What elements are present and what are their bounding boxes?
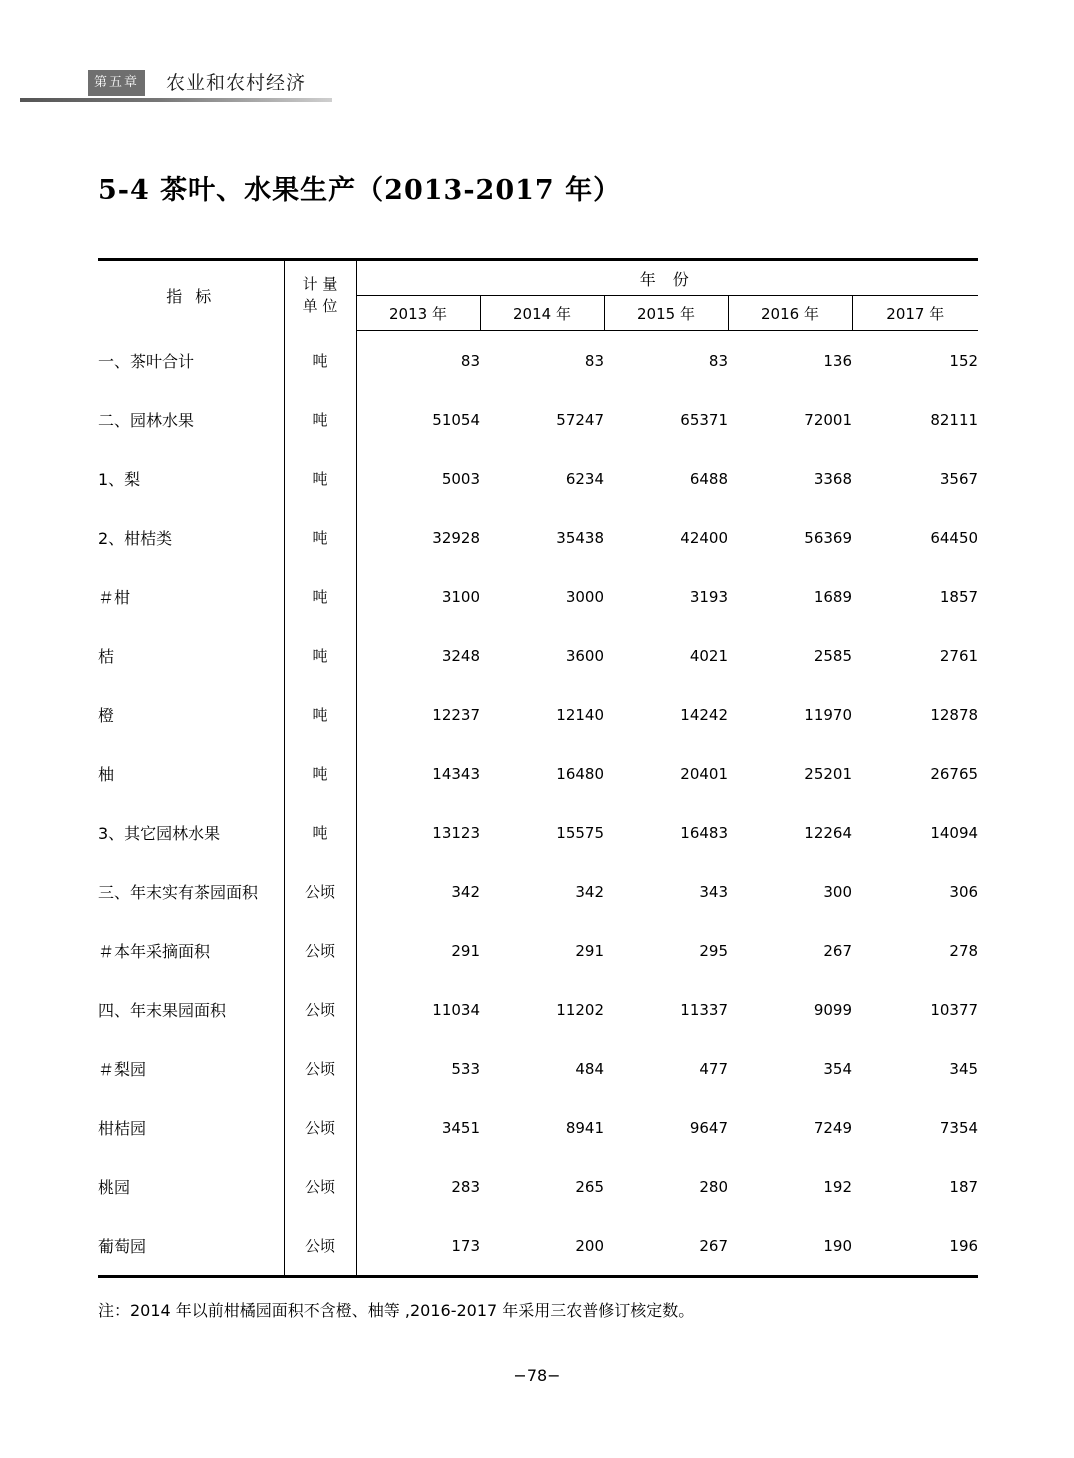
row-value-2015: 83 — [708, 351, 728, 370]
row-value-2013: 5003 — [441, 469, 480, 488]
row-value-2015: 477 — [699, 1059, 728, 1078]
row-value-2016: 1689 — [813, 587, 852, 606]
row-value-2017: 187 — [949, 1177, 979, 1196]
table-row — [98, 449, 978, 508]
table-row — [98, 1098, 978, 1157]
row-unit: 吨 — [284, 449, 356, 508]
row-value-2013: 3100 — [441, 587, 480, 606]
row-indicator: 2、柑桔类 — [98, 508, 284, 567]
row-value-2015: 4021 — [689, 646, 728, 665]
row-value-2016: 354 — [823, 1059, 852, 1078]
row-value-2014: 200 — [480, 1216, 604, 1277]
row-value-2015: 6488 — [689, 469, 728, 488]
header-year-2016: 2016 年 — [728, 296, 852, 331]
row-value-2014: 12140 — [556, 705, 604, 724]
page-title: 5-4 茶叶、水果生产（2013-2017 年） — [98, 175, 622, 206]
row-value-2016: 25201 — [804, 764, 852, 783]
row-indicator: 桔 — [98, 626, 284, 685]
row-indicator: ＃柑 — [98, 567, 284, 626]
row-value-2015: 14242 — [680, 705, 728, 724]
row-value-2013: 13123 — [432, 823, 480, 842]
row-value-2017: 64450 — [930, 528, 979, 547]
page-number: −78− — [513, 1366, 561, 1385]
row-unit: 吨 — [284, 331, 356, 391]
header-unit-line2: 单 位 — [302, 296, 338, 315]
table-row — [98, 744, 978, 803]
row-indicator: 葡萄园 — [98, 1216, 284, 1277]
row-value-2014: 57247 — [556, 410, 604, 429]
table-row — [98, 1039, 978, 1098]
row-indicator: 桃园 — [98, 1157, 284, 1216]
row-value-2013: 12237 — [432, 705, 480, 724]
row-value-2013: 533 — [451, 1059, 480, 1078]
row-unit: 公顷 — [284, 1157, 356, 1216]
row-value-2015: 3193 — [689, 587, 728, 606]
row-unit: 吨 — [284, 685, 356, 744]
row-value-2013: 3451 — [441, 1118, 480, 1137]
table-row — [98, 567, 978, 626]
row-value-2014: 83 — [584, 351, 604, 370]
header-year-2014: 2014 年 — [480, 296, 604, 331]
row-unit: 吨 — [284, 508, 356, 567]
row-value-2014: 35438 — [556, 528, 604, 547]
header-year-2015: 2015 年 — [604, 296, 728, 331]
row-unit: 吨 — [284, 567, 356, 626]
row-value-2013: 291 — [451, 941, 480, 960]
row-value-2016: 11970 — [804, 705, 852, 724]
row-unit: 公顷 — [284, 862, 356, 921]
row-value-2016: 190 — [728, 1216, 852, 1277]
row-value-2017: 345 — [949, 1059, 979, 1078]
table-row — [98, 803, 978, 862]
row-value-2016: 267 — [823, 941, 852, 960]
table-body — [98, 331, 978, 1277]
row-value-2013: 51054 — [432, 410, 480, 429]
row-value-2017: 7354 — [939, 1118, 979, 1137]
table-row — [98, 685, 978, 744]
row-unit: 吨 — [284, 626, 356, 685]
row-value-2014: 11202 — [556, 1000, 604, 1019]
row-indicator: ＃梨园 — [98, 1039, 284, 1098]
row-indicator: 3、其它园林水果 — [98, 803, 284, 862]
row-value-2015: 343 — [699, 882, 728, 901]
row-value-2013: 342 — [451, 882, 480, 901]
row-value-2014: 16480 — [556, 764, 604, 783]
row-unit: 吨 — [284, 803, 356, 862]
row-value-2014: 342 — [575, 882, 604, 901]
row-value-2013: 14343 — [432, 764, 480, 783]
row-value-2015: 9647 — [689, 1118, 728, 1137]
row-value-2016: 9099 — [813, 1000, 852, 1019]
row-value-2014: 484 — [575, 1059, 604, 1078]
row-indicator: ＃本年采摘面积 — [98, 921, 284, 980]
row-value-2016: 12264 — [804, 823, 852, 842]
row-value-2017: 306 — [949, 882, 979, 901]
row-value-2017: 278 — [949, 941, 979, 960]
chapter-tag: 第五章 — [88, 70, 145, 96]
row-value-2013: 3248 — [441, 646, 480, 665]
row-value-2016: 192 — [823, 1177, 852, 1196]
row-value-2017: 1857 — [939, 587, 979, 606]
row-value-2015: 267 — [604, 1216, 728, 1277]
row-value-2014: 3600 — [565, 646, 604, 665]
row-indicator: 1、梨 — [98, 449, 284, 508]
header-rule — [20, 98, 332, 102]
row-value-2017: 10377 — [930, 1000, 979, 1019]
header-year-2013: 2013 年 — [356, 296, 480, 331]
row-unit: 吨 — [284, 744, 356, 803]
row-value-2015: 280 — [699, 1177, 728, 1196]
header-years-group: 年 份 — [356, 260, 978, 296]
row-unit: 公顷 — [284, 1098, 356, 1157]
row-value-2016: 72001 — [804, 410, 852, 429]
header-indicator: 指 标 — [98, 260, 284, 331]
table-header-row-1 — [98, 260, 978, 296]
row-value-2014: 15575 — [556, 823, 604, 842]
row-value-2013: 11034 — [432, 1000, 480, 1019]
row-value-2017: 2761 — [939, 646, 979, 665]
row-unit: 公顷 — [284, 1216, 356, 1277]
row-value-2017: 82111 — [930, 410, 979, 429]
row-value-2014: 265 — [575, 1177, 604, 1196]
header-unit-line1: 计 量 — [302, 275, 338, 293]
table-row — [98, 508, 978, 567]
row-value-2017: 12878 — [930, 705, 979, 724]
row-value-2017: 196 — [852, 1216, 978, 1277]
row-value-2013: 283 — [451, 1177, 480, 1196]
table-row — [98, 626, 978, 685]
row-indicator: 二、园林水果 — [98, 390, 284, 449]
row-value-2015: 42400 — [680, 528, 728, 547]
row-value-2016: 2585 — [813, 646, 852, 665]
row-value-2016: 3368 — [813, 469, 852, 488]
row-value-2013: 32928 — [432, 528, 480, 547]
row-value-2017: 152 — [949, 351, 979, 370]
row-unit: 公顷 — [284, 921, 356, 980]
chapter-title: 农业和农村经济 — [166, 72, 307, 94]
row-value-2016: 56369 — [804, 528, 852, 547]
row-unit: 公顷 — [284, 1039, 356, 1098]
row-indicator: 柑桔园 — [98, 1098, 284, 1157]
page-running-header — [0, 70, 1074, 104]
row-unit: 公顷 — [284, 980, 356, 1039]
row-value-2014: 6234 — [565, 469, 604, 488]
row-indicator: 四、年末果园面积 — [98, 980, 284, 1039]
row-value-2015: 16483 — [680, 823, 728, 842]
table-note: 注：2014 年以前柑橘园面积不含橙、柚等 ,2016-2017 年采用三农普修订核定数。 — [98, 1301, 695, 1320]
row-value-2017: 3567 — [939, 469, 979, 488]
table-row — [98, 862, 978, 921]
table-row — [98, 1157, 978, 1216]
table-row — [98, 390, 978, 449]
row-indicator: 橙 — [98, 685, 284, 744]
row-value-2016: 300 — [823, 882, 852, 901]
row-indicator: 柚 — [98, 744, 284, 803]
row-value-2016: 136 — [823, 351, 852, 370]
table-row — [98, 921, 978, 980]
row-value-2015: 65371 — [680, 410, 728, 429]
row-value-2015: 295 — [699, 941, 728, 960]
row-value-2013: 83 — [460, 351, 480, 370]
statistics-table-container — [98, 258, 978, 1278]
statistics-table — [98, 258, 978, 1278]
row-value-2015: 20401 — [680, 764, 728, 783]
row-value-2016: 7249 — [813, 1118, 852, 1137]
row-indicator: 一、茶叶合计 — [98, 331, 284, 391]
row-value-2014: 3000 — [565, 587, 604, 606]
table-row — [98, 980, 978, 1039]
header-year-2017: 2017 年 — [852, 296, 978, 331]
table-row — [98, 1216, 978, 1277]
row-indicator: 三、年末实有茶园面积 — [98, 862, 284, 921]
row-value-2017: 26765 — [930, 764, 979, 783]
row-value-2017: 14094 — [930, 823, 979, 842]
row-value-2015: 11337 — [680, 1000, 728, 1019]
row-value-2013: 173 — [356, 1216, 480, 1277]
row-value-2014: 8941 — [565, 1118, 604, 1137]
header-unit — [284, 260, 356, 331]
row-value-2014: 291 — [575, 941, 604, 960]
table-row — [98, 331, 978, 391]
row-unit: 吨 — [284, 390, 356, 449]
